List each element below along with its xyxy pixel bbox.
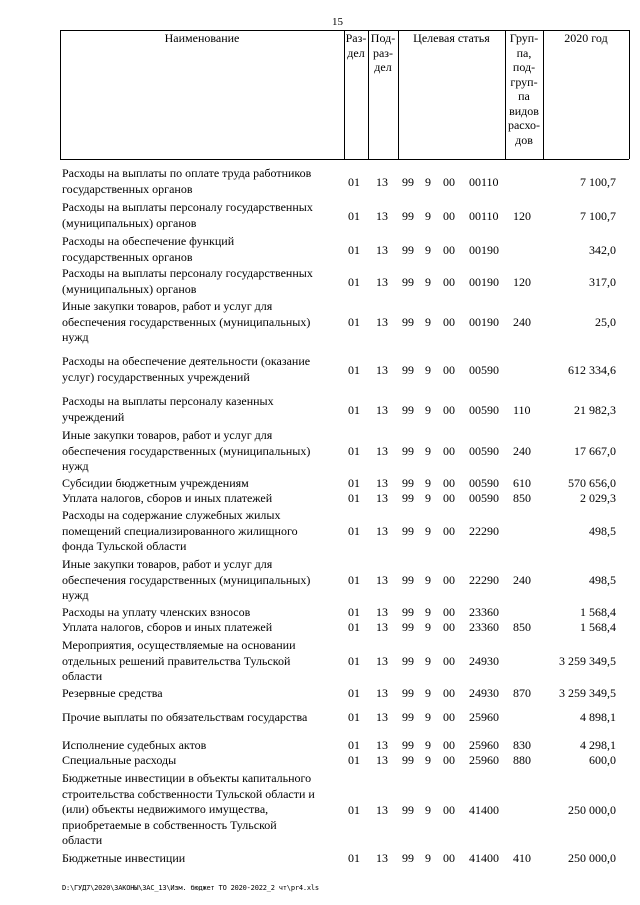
row-amount: 2 029,3 xyxy=(580,491,616,505)
row-section: 01 xyxy=(348,803,360,817)
row-name: Исполнение судебных актов xyxy=(62,738,207,752)
file-path-footer: D:\ГУД7\2020\ЗАКОНЫ\ЗАС_13\Изм. бюджет ТО 2020-2022_2 чт\pr4.xls xyxy=(62,884,319,892)
row-subsection: 13 xyxy=(376,209,388,223)
row-target-4: 25960 xyxy=(469,710,499,724)
row-subsection: 13 xyxy=(376,524,388,538)
row-name: Расходы на уплату членских взносов xyxy=(62,605,251,619)
row-amount: 4 298,1 xyxy=(580,738,616,752)
header-year: 2020 год xyxy=(564,31,608,45)
row-target-2: 9 xyxy=(425,491,431,505)
row-target-4: 00110 xyxy=(469,209,499,223)
row-subsection: 13 xyxy=(376,753,388,767)
row-subsection: 13 xyxy=(376,491,388,505)
row-group: 870 xyxy=(513,686,531,700)
row-group: 880 xyxy=(513,753,531,767)
row-group: 410 xyxy=(513,851,531,865)
row-section: 01 xyxy=(348,605,360,619)
row-amount: 250 000,0 xyxy=(568,851,616,865)
row-target-2: 9 xyxy=(425,444,431,458)
row-amount: 17 667,0 xyxy=(574,444,616,458)
row-target-2: 9 xyxy=(425,753,431,767)
row-target-2: 9 xyxy=(425,620,431,634)
row-amount: 317,0 xyxy=(589,275,616,289)
row-target-4: 00110 xyxy=(469,175,499,189)
row-name: Расходы на содержание служебных жилых помещений специализированного жилищного фонда Тульской области xyxy=(62,508,298,553)
row-target-4: 00590 xyxy=(469,403,499,417)
row-target-2: 9 xyxy=(425,243,431,257)
header-target: Целевая статья xyxy=(413,31,490,45)
row-target-4: 25960 xyxy=(469,753,499,767)
row-target-1: 99 xyxy=(402,620,414,634)
row-subsection: 13 xyxy=(376,175,388,189)
row-target-2: 9 xyxy=(425,209,431,223)
row-target-2: 9 xyxy=(425,275,431,289)
row-name: Расходы на выплаты персоналу казенных учреждений xyxy=(62,394,274,424)
row-target-2: 9 xyxy=(425,573,431,587)
row-section: 01 xyxy=(348,243,360,257)
row-group: 850 xyxy=(513,491,531,505)
row-name: Расходы на обеспечение функций государственных органов xyxy=(62,234,235,264)
row-target-4: 22290 xyxy=(469,524,499,538)
row-subsection: 13 xyxy=(376,851,388,865)
row-subsection: 13 xyxy=(376,620,388,634)
row-target-4: 23360 xyxy=(469,620,499,634)
header-section: Раз- дел xyxy=(345,31,367,60)
row-subsection: 13 xyxy=(376,605,388,619)
row-section: 01 xyxy=(348,686,360,700)
row-target-3: 00 xyxy=(443,738,455,752)
row-subsection: 13 xyxy=(376,315,388,329)
row-target-3: 00 xyxy=(443,275,455,289)
row-name: Иные закупки товаров, работ и услуг для обеспечения государственных (муниципальных) нужд xyxy=(62,299,311,344)
row-section: 01 xyxy=(348,738,360,752)
row-amount: 7 100,7 xyxy=(580,209,616,223)
row-subsection: 13 xyxy=(376,476,388,490)
row-group: 830 xyxy=(513,738,531,752)
row-target-1: 99 xyxy=(402,654,414,668)
row-group: 610 xyxy=(513,476,531,490)
header-name: Наименование xyxy=(164,31,240,45)
header-group: Груп- па, под- груп- па видов расхо- дов xyxy=(507,31,541,147)
row-target-2: 9 xyxy=(425,605,431,619)
row-target-2: 9 xyxy=(425,803,431,817)
row-target-1: 99 xyxy=(402,851,414,865)
row-target-3: 00 xyxy=(443,710,455,724)
row-name: Мероприятия, осуществляемые на основании отдельных решений правительства Тульской области xyxy=(62,638,296,683)
row-name: Прочие выплаты по обязательствам государства xyxy=(62,710,308,724)
row-target-4: 00190 xyxy=(469,243,499,257)
row-name: Расходы на выплаты персоналу государственных (муниципальных) органов xyxy=(62,266,313,296)
row-section: 01 xyxy=(348,476,360,490)
row-amount: 600,0 xyxy=(589,753,616,767)
row-name: Расходы на выплаты персоналу государственных (муниципальных) органов xyxy=(62,200,313,230)
row-target-4: 23360 xyxy=(469,605,499,619)
row-target-1: 99 xyxy=(402,175,414,189)
row-group: 120 xyxy=(513,275,531,289)
row-target-1: 99 xyxy=(402,491,414,505)
row-section: 01 xyxy=(348,175,360,189)
row-target-3: 00 xyxy=(443,363,455,377)
header-subsection: Под- раз- дел xyxy=(370,31,396,74)
row-subsection: 13 xyxy=(376,444,388,458)
row-target-2: 9 xyxy=(425,738,431,752)
row-name: Расходы на обеспечение деятельности (оказание услуг) государственных учреждений xyxy=(62,354,311,384)
row-section: 01 xyxy=(348,315,360,329)
row-target-3: 00 xyxy=(443,686,455,700)
row-target-4: 41400 xyxy=(469,803,499,817)
row-subsection: 13 xyxy=(376,243,388,257)
row-target-1: 99 xyxy=(402,605,414,619)
row-subsection: 13 xyxy=(376,403,388,417)
row-target-4: 24930 xyxy=(469,654,499,668)
row-target-2: 9 xyxy=(425,654,431,668)
row-target-3: 00 xyxy=(443,209,455,223)
row-target-3: 00 xyxy=(443,476,455,490)
row-amount: 1 568,4 xyxy=(580,605,616,619)
row-target-4: 24930 xyxy=(469,686,499,700)
row-target-1: 99 xyxy=(402,403,414,417)
row-target-3: 00 xyxy=(443,803,455,817)
row-target-1: 99 xyxy=(402,710,414,724)
row-name: Бюджетные инвестиции xyxy=(62,851,186,865)
row-name: Иные закупки товаров, работ и услуг для обеспечения государственных (муниципальных) нужд xyxy=(62,428,311,473)
row-target-1: 99 xyxy=(402,243,414,257)
row-subsection: 13 xyxy=(376,275,388,289)
row-target-2: 9 xyxy=(425,403,431,417)
row-section: 01 xyxy=(348,209,360,223)
row-target-1: 99 xyxy=(402,573,414,587)
row-name: Уплата налогов, сборов и иных платежей xyxy=(62,620,273,634)
row-group: 110 xyxy=(513,403,531,417)
row-amount: 498,5 xyxy=(589,524,616,538)
row-group: 240 xyxy=(513,444,531,458)
row-target-1: 99 xyxy=(402,275,414,289)
row-target-1: 99 xyxy=(402,524,414,538)
row-amount: 498,5 xyxy=(589,573,616,587)
row-name: Расходы на выплаты по оплате труда работников государственных органов xyxy=(62,166,312,196)
row-section: 01 xyxy=(348,710,360,724)
row-target-3: 00 xyxy=(443,654,455,668)
row-section: 01 xyxy=(348,753,360,767)
row-section: 01 xyxy=(348,444,360,458)
row-amount: 342,0 xyxy=(589,243,616,257)
row-target-3: 00 xyxy=(443,403,455,417)
row-target-2: 9 xyxy=(425,315,431,329)
row-target-4: 00190 xyxy=(469,275,499,289)
row-target-3: 00 xyxy=(443,243,455,257)
row-section: 01 xyxy=(348,363,360,377)
row-target-3: 00 xyxy=(443,753,455,767)
row-target-2: 9 xyxy=(425,363,431,377)
row-target-1: 99 xyxy=(402,444,414,458)
row-subsection: 13 xyxy=(376,686,388,700)
row-amount: 4 898,1 xyxy=(580,710,616,724)
row-name: Субсидии бюджетным учреждениям xyxy=(62,476,249,490)
row-target-2: 9 xyxy=(425,851,431,865)
row-target-1: 99 xyxy=(402,753,414,767)
row-subsection: 13 xyxy=(376,803,388,817)
row-section: 01 xyxy=(348,491,360,505)
row-target-2: 9 xyxy=(425,686,431,700)
row-section: 01 xyxy=(348,620,360,634)
row-target-3: 00 xyxy=(443,315,455,329)
row-subsection: 13 xyxy=(376,710,388,724)
row-amount: 612 334,6 xyxy=(568,363,616,377)
row-group: 240 xyxy=(513,573,531,587)
row-subsection: 13 xyxy=(376,654,388,668)
row-amount: 7 100,7 xyxy=(580,175,616,189)
row-section: 01 xyxy=(348,524,360,538)
row-target-3: 00 xyxy=(443,491,455,505)
row-group: 240 xyxy=(513,315,531,329)
row-amount: 21 982,3 xyxy=(574,403,616,417)
row-amount: 3 259 349,5 xyxy=(559,686,616,700)
row-target-1: 99 xyxy=(402,315,414,329)
row-target-4: 41400 xyxy=(469,851,499,865)
row-target-1: 99 xyxy=(402,686,414,700)
row-group: 850 xyxy=(513,620,531,634)
row-target-2: 9 xyxy=(425,476,431,490)
row-target-2: 9 xyxy=(425,524,431,538)
row-target-1: 99 xyxy=(402,803,414,817)
row-name: Специальные расходы xyxy=(62,753,177,767)
row-subsection: 13 xyxy=(376,573,388,587)
row-group: 120 xyxy=(513,209,531,223)
row-target-2: 9 xyxy=(425,710,431,724)
row-name: Бюджетные инвестиции в объекты капитального строительства собственности Тульской области и (или) объекты недвижимого имущества, приобретаемые в собственность Тульской области xyxy=(62,771,315,847)
row-target-3: 00 xyxy=(443,620,455,634)
row-amount: 1 568,4 xyxy=(580,620,616,634)
row-name: Уплата налогов, сборов и иных платежей xyxy=(62,491,273,505)
row-name: Резервные средства xyxy=(62,686,163,700)
row-amount: 570 656,0 xyxy=(568,476,616,490)
row-section: 01 xyxy=(348,403,360,417)
row-target-1: 99 xyxy=(402,476,414,490)
row-target-4: 00190 xyxy=(469,315,499,329)
page-number: 15 xyxy=(332,16,343,28)
row-target-2: 9 xyxy=(425,175,431,189)
row-amount: 3 259 349,5 xyxy=(559,654,616,668)
row-subsection: 13 xyxy=(376,363,388,377)
row-target-3: 00 xyxy=(443,175,455,189)
row-target-1: 99 xyxy=(402,363,414,377)
row-target-3: 00 xyxy=(443,605,455,619)
row-section: 01 xyxy=(348,654,360,668)
row-target-4: 25960 xyxy=(469,738,499,752)
row-target-1: 99 xyxy=(402,738,414,752)
row-target-1: 99 xyxy=(402,209,414,223)
row-target-4: 00590 xyxy=(469,476,499,490)
row-target-3: 00 xyxy=(443,573,455,587)
row-amount: 250 000,0 xyxy=(568,803,616,817)
row-subsection: 13 xyxy=(376,738,388,752)
row-target-4: 00590 xyxy=(469,444,499,458)
row-target-4: 22290 xyxy=(469,573,499,587)
row-target-3: 00 xyxy=(443,851,455,865)
row-section: 01 xyxy=(348,573,360,587)
row-target-4: 00590 xyxy=(469,491,499,505)
row-section: 01 xyxy=(348,851,360,865)
row-target-3: 00 xyxy=(443,524,455,538)
row-name: Иные закупки товаров, работ и услуг для обеспечения государственных (муниципальных) нужд xyxy=(62,557,311,602)
row-target-3: 00 xyxy=(443,444,455,458)
row-section: 01 xyxy=(348,275,360,289)
row-amount: 25,0 xyxy=(595,315,616,329)
row-target-4: 00590 xyxy=(469,363,499,377)
